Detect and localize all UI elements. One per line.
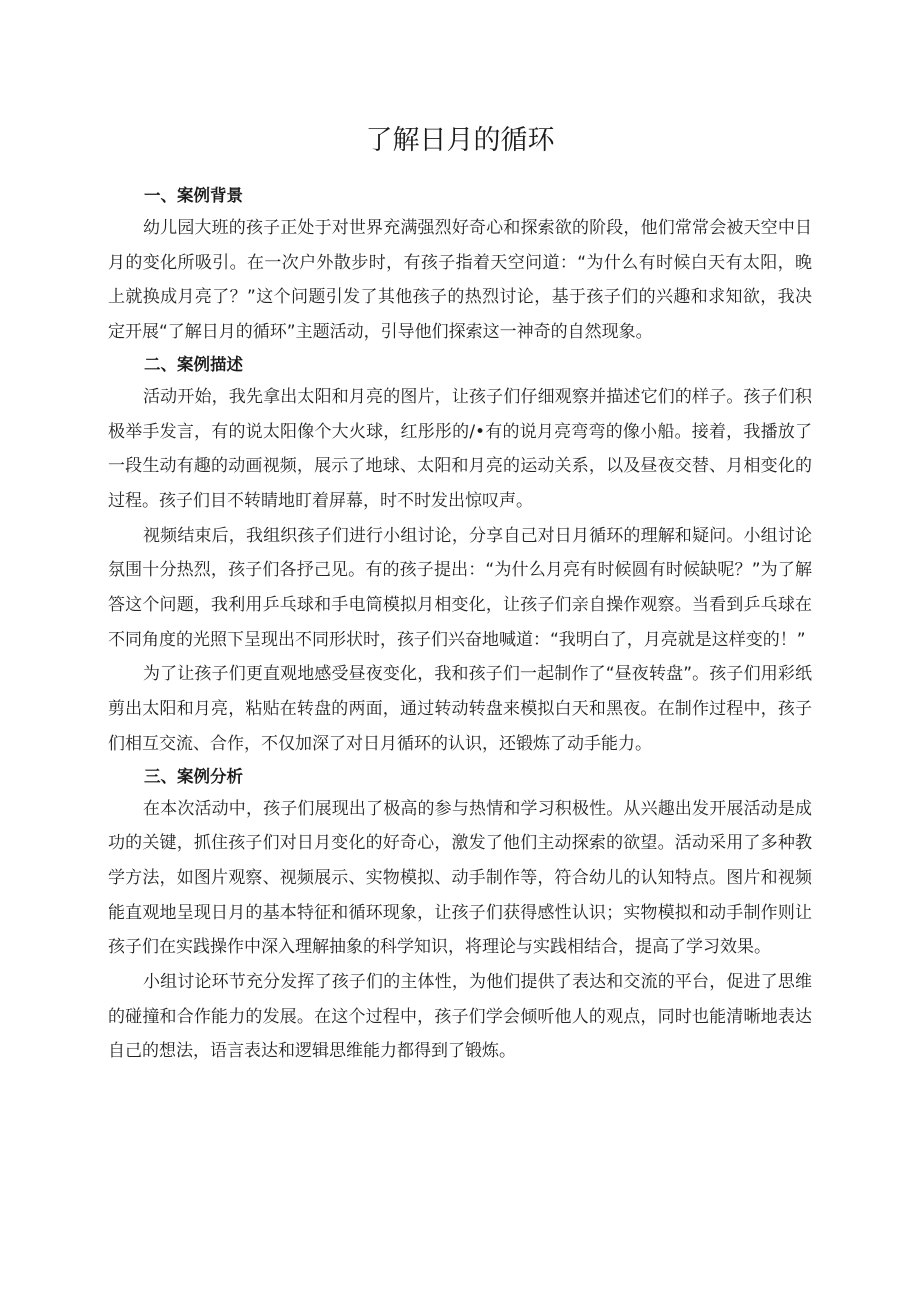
paragraph: 小组讨论环节充分发挥了孩子们的主体性，为他们提供了表达和交流的平台，促进了思维的碰撞和合作能力的发展。在这个过程中，孩子们学会倾听他人的观点，同时也能清晰地表达自己的想法，语言表达和逻辑思维能力都得到了锻炼。 — [108, 972, 812, 1062]
paragraph: 视频结束后，我组织孩子们进行小组讨论，分享自己对日月循环的理解和疑问。小组讨论氛围十分热烈，孩子们各抒己见。有的孩子提出：“为什么月亮有时候圆有时候缺呢？”为了解答这个问题，我利用乒乓球和手电筒模拟月相变化，让孩子们亲自操作观察。当看到乒乓球在不同角度的光照下呈现出不同形状时，孩子们兴奋地喊道：“我明白了，月亮就是这样变的！” — [108, 525, 812, 650]
paragraph: 幼儿园大班的孩子正处于对世界充满强烈好奇心和探索欲的阶段，他们常常会被天空中日月的变化所吸引。在一次户外散步时，有孩子指着天空问道：“为什么有时候白天有太阳，晚上就换成月亮了？”这个问题引发了其他孩子的热烈讨论，基于孩子们的兴趣和求知欲，我决定开展“了解日月的循环”主题活动，引导他们探索这一神奇的自然现象。 — [108, 218, 812, 343]
paragraph: 为了让孩子们更直观地感受昼夜变化，我和孩子们一起制作了“昼夜转盘”。孩子们用彩纸剪出太阳和月亮，粘贴在转盘的两面，通过转动转盘来模拟白天和黑夜。在制作过程中，孩子们相互交流、合作，不仅加深了对日月循环的认识，还锻炼了动手能力。 — [108, 664, 812, 754]
section-heading: 一、案例背景 — [144, 186, 243, 205]
section-heading: 三、案例分析 — [144, 766, 243, 786]
section-heading: 二、案例描述 — [144, 354, 243, 374]
document-body — [108, 181, 812, 1069]
paragraph: 在本次活动中，孩子们展现出了极高的参与热情和学习积极性。从兴趣出发开展活动是成功的关键，抓住孩子们对日月变化的好奇心，激发了他们主动探索的欲望。活动采用了多种教学方法，如图片观察、视频展示、实物模拟、动手制作等，符合幼儿的认知特点。图片和视频能直观地呈现日月的基本特征和循环现象，让孩子们获得感性认识；实物模拟和动手制作则让孩子们在实践操作中深入理解抽象的科学知识，将理论与实践相结合，提高了学习效果。 — [108, 798, 812, 958]
section-analysis — [108, 762, 812, 1070]
section-background — [108, 181, 812, 350]
document-title: 了解日月的循环 — [365, 125, 555, 156]
section-description — [108, 350, 812, 762]
paragraph: 活动开始，我先拿出太阳和月亮的图片，让孩子们仔细观察并描述它们的样子。孩子们积极举手发言，有的说太阳像个大火球，红彤彤的/•有的说月亮弯弯的像小船。接着，我播放了一段生动有趣的动画视频，展示了地球、太阳和月亮的运动关系，以及昼夜交替、月相变化的过程。孩子们目不转睛地盯着屏幕，时不时发出惊叹声。 — [108, 386, 812, 511]
